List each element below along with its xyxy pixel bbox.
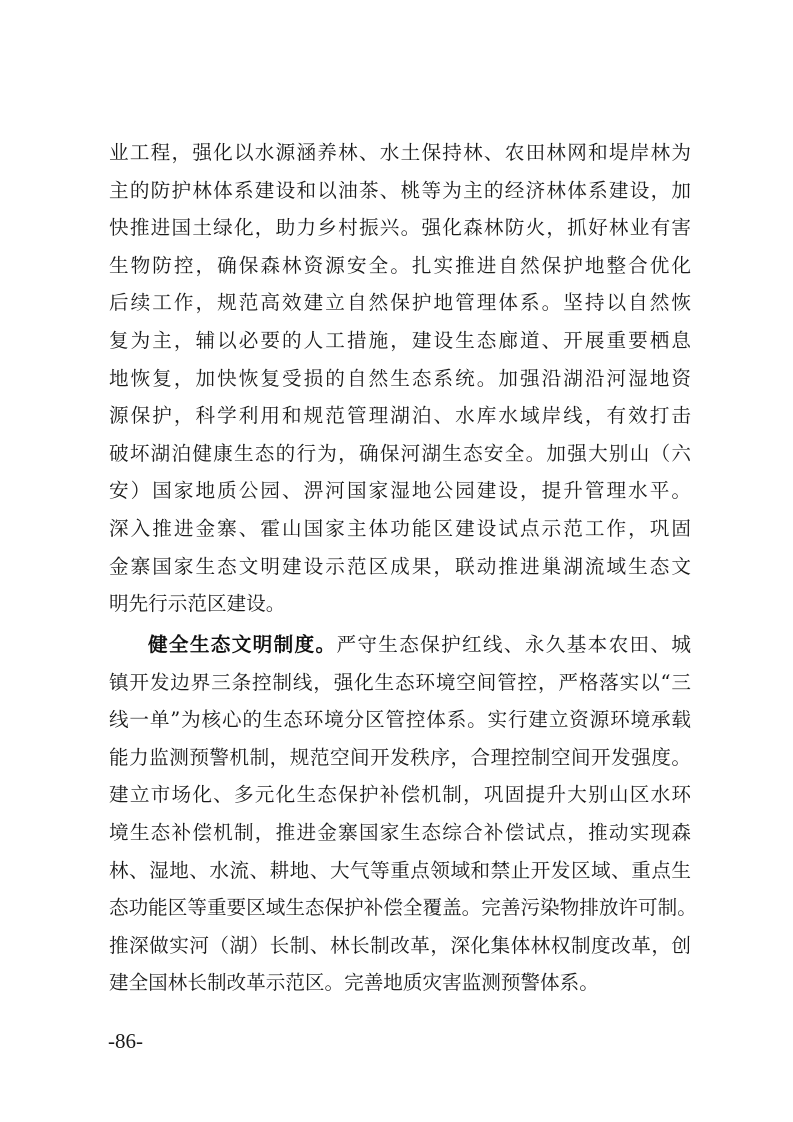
paragraph-line: 安）国家地质公园、淠河国家湿地公园建设，提升管理水平。: [109, 479, 691, 503]
paragraph-line-rest: 严守生态保护红线、永久基本农田、城: [336, 633, 692, 656]
paragraph-line: 源保护，科学利用和规范管理湖泊、水库水域岸线，有效打击: [109, 404, 691, 428]
paragraph-line: 建全国林长制改革示范区。完善地质灾害监测预警体系。: [109, 971, 599, 995]
section-heading: 健全生态文明制度。: [148, 633, 337, 656]
paragraph-first-line: [109, 626, 691, 664]
paragraph-line: 线一单”为核心的生态环境分区管控体系。实行建立资源环境承载: [109, 708, 691, 732]
paragraph-line: 地恢复，加快恢复受损的自然生态系统。加强沿湖沿河湿地资: [109, 366, 691, 390]
paragraph-line: 主的防护林体系建设和以油茶、桃等为主的经济林体系建设，加: [109, 178, 691, 202]
paragraph-2: [109, 626, 697, 1002]
paragraph-line: 破坏湖泊健康生态的行为，确保河湖生态安全。加强大别山（六: [109, 441, 691, 465]
paragraph-line: 能力监测预警机制，规范空间开发秩序，合理控制空间开发强度。: [109, 745, 691, 769]
paragraph-line: 林、湿地、水流、耕地、大气等重点领域和禁止开发区域、重点生: [109, 858, 691, 882]
paragraph-line: 建立市场化、多元化生态保护补偿机制，巩固提升大别山区水环: [109, 783, 691, 807]
paragraph-line: 快推进国土绿化，助力乡村振兴。强化森林防火，抓好林业有害: [109, 216, 691, 240]
paragraph-1: [109, 134, 691, 623]
page-number: -86-: [108, 1029, 143, 1053]
paragraph-line: 业工程，强化以水源涵养林、水土保持林、农田林网和堤岸林为: [109, 141, 691, 164]
paragraph-line: 境生态补偿机制，推进金寨国家生态综合补偿试点，推动实现森: [109, 820, 691, 844]
paragraph-line: 明先行示范区建设。: [109, 592, 286, 616]
paragraph-line: 态功能区等重要区域生态保护补偿全覆盖。完善污染物排放许可制。: [109, 896, 697, 920]
paragraph-line: 深入推进金寨、霍山国家主体功能区建设试点示范工作，巩固: [109, 516, 691, 540]
paragraph-line: 复为主，辅以必要的人工措施，建设生态廊道、开展重要栖息: [109, 328, 691, 352]
paragraph-line: 推深做实河（湖）长制、林长制改革，深化集体林权制度改革，创: [109, 933, 691, 957]
paragraph-line: 金寨国家生态文明建设示范区成果，联动推进巢湖流域生态文: [109, 554, 691, 578]
paragraph-line: 生物防控，确保森林资源安全。扎实推进自然保护地整合优化: [109, 253, 691, 277]
paragraph-line: 镇开发边界三条控制线，强化生态环境空间管控，严格落实以“三: [109, 670, 691, 694]
paragraph-line: 后续工作，规范高效建立自然保护地管理体系。坚持以自然恢: [109, 291, 691, 315]
